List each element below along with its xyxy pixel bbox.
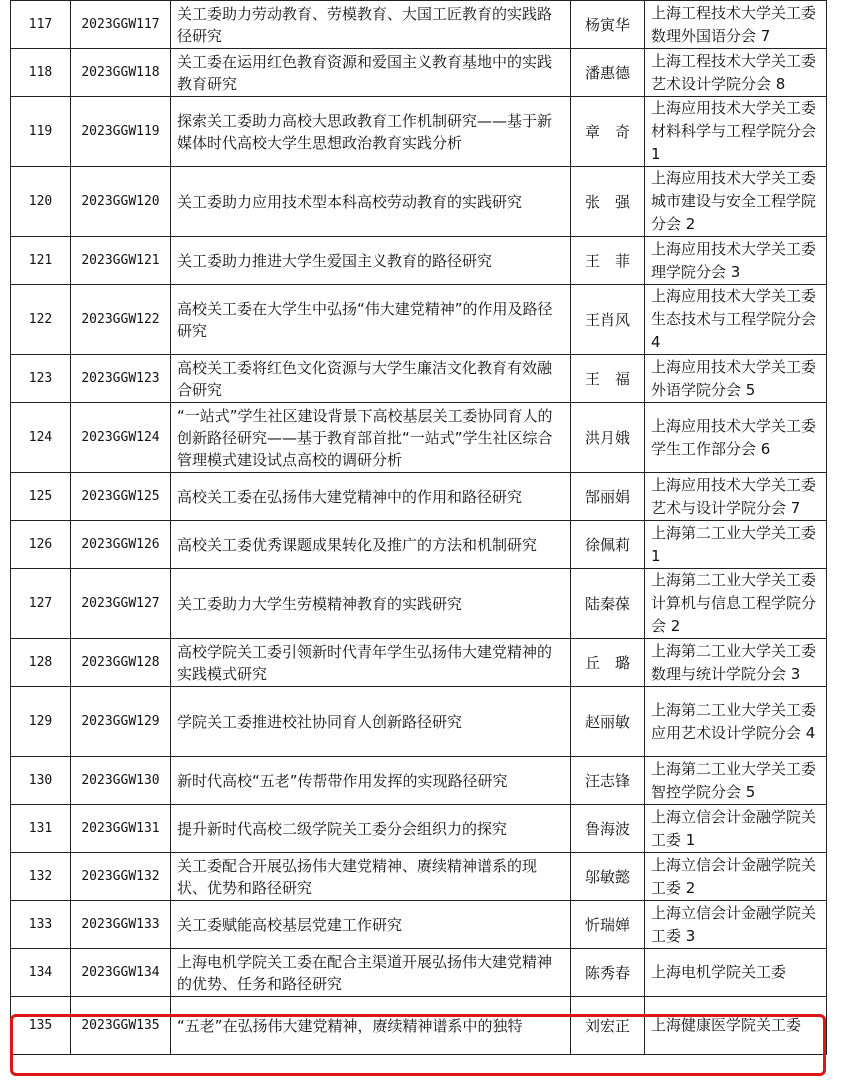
project-code: 2023GGW117 — [71, 1, 171, 49]
project-leader: 陆秦葆 — [571, 569, 645, 639]
table-row — [11, 757, 827, 805]
project-code: 2023GGW120 — [71, 167, 171, 237]
row-number: 120 — [11, 167, 71, 237]
row-number: 134 — [11, 949, 71, 997]
project-title: 关工委助力应用技术型本科高校劳动教育的实践研究 — [171, 167, 571, 237]
table-row — [11, 949, 827, 997]
project-unit: 上海应用技术大学关工委城市建设与安全工程学院分会 2 — [645, 167, 827, 237]
project-leader: 陈秀春 — [571, 949, 645, 997]
project-table — [10, 0, 827, 1055]
project-code: 2023GGW119 — [71, 97, 171, 167]
project-code: 2023GGW125 — [71, 473, 171, 521]
project-unit: 上海第二工业大学关工委数理与统计学院分会 3 — [645, 639, 827, 687]
table-row — [11, 355, 827, 403]
project-title: 学院关工委推进校社协同育人创新路径研究 — [171, 687, 571, 757]
table-row — [11, 237, 827, 285]
project-leader: 王肖风 — [571, 285, 645, 355]
table-body — [11, 1, 827, 1055]
table-row — [11, 569, 827, 639]
project-title: 新时代高校“五老”传帮带作用发挥的实现路径研究 — [171, 757, 571, 805]
project-title: 关工委配合开展弘扬伟大建党精神、赓续精神谱系的现状、优势和路径研究 — [171, 853, 571, 901]
project-unit: 上海应用技术大学关工委理学院分会 3 — [645, 237, 827, 285]
row-number: 117 — [11, 1, 71, 49]
project-unit: 上海健康医学院关工委 — [645, 997, 827, 1055]
project-unit: 上海立信会计金融学院关工委 2 — [645, 853, 827, 901]
row-number: 122 — [11, 285, 71, 355]
project-title: “五老”在弘扬伟大建党精神，赓续精神谱系中的独特 — [171, 997, 571, 1055]
project-leader: 赵丽敏 — [571, 687, 645, 757]
project-code: 2023GGW128 — [71, 639, 171, 687]
row-number: 127 — [11, 569, 71, 639]
table-row — [11, 97, 827, 167]
project-unit: 上海应用技术大学关工委材料科学与工程学院分会 1 — [645, 97, 827, 167]
row-number: 126 — [11, 521, 71, 569]
row-number: 132 — [11, 853, 71, 901]
project-unit: 上海应用技术大学关工委艺术与设计学院分会 7 — [645, 473, 827, 521]
row-number: 135 — [11, 997, 71, 1055]
project-leader: 徐佩莉 — [571, 521, 645, 569]
table-row — [11, 521, 827, 569]
project-title: 高校关工委在大学生中弘扬“伟大建党精神”的作用及路径研究 — [171, 285, 571, 355]
project-unit: 上海应用技术大学关工委学生工作部分会 6 — [645, 403, 827, 473]
project-code: 2023GGW124 — [71, 403, 171, 473]
project-code: 2023GGW126 — [71, 521, 171, 569]
table-row — [11, 639, 827, 687]
project-title: “一站式”学生社区建设背景下高校基层关工委协同育人的创新路径研究——基于教育部首批“一站式”学生社区综合管理模式建设试点高校的调研分析 — [171, 403, 571, 473]
table-row — [11, 473, 827, 521]
row-number: 128 — [11, 639, 71, 687]
table-row — [11, 167, 827, 237]
project-leader: 邬敏懿 — [571, 853, 645, 901]
project-title: 关工委助力大学生劳模精神教育的实践研究 — [171, 569, 571, 639]
project-leader: 鲁海波 — [571, 805, 645, 853]
project-title: 关工委赋能高校基层党建工作研究 — [171, 901, 571, 949]
project-title: 提升新时代高校二级学院关工委分会组织力的探究 — [171, 805, 571, 853]
table-row — [11, 805, 827, 853]
project-leader: 王 菲 — [571, 237, 645, 285]
project-code: 2023GGW135 — [71, 997, 171, 1055]
project-unit: 上海应用技术大学关工委生态技术与工程学院分会 4 — [645, 285, 827, 355]
project-code: 2023GGW127 — [71, 569, 171, 639]
row-number: 125 — [11, 473, 71, 521]
table-row — [11, 285, 827, 355]
project-title: 关工委助力推进大学生爱国主义教育的路径研究 — [171, 237, 571, 285]
project-unit: 上海第二工业大学关工委智控学院分会 5 — [645, 757, 827, 805]
project-code: 2023GGW123 — [71, 355, 171, 403]
project-code: 2023GGW129 — [71, 687, 171, 757]
row-number: 131 — [11, 805, 71, 853]
project-title: 高校关工委优秀课题成果转化及推广的方法和机制研究 — [171, 521, 571, 569]
project-unit: 上海第二工业大学关工委计算机与信息工程学院分会 2 — [645, 569, 827, 639]
project-code: 2023GGW133 — [71, 901, 171, 949]
project-title: 高校关工委将红色文化资源与大学生廉洁文化教育有效融合研究 — [171, 355, 571, 403]
table-row — [11, 1, 827, 49]
project-code: 2023GGW121 — [71, 237, 171, 285]
table-row — [11, 997, 827, 1055]
row-number: 130 — [11, 757, 71, 805]
project-unit: 上海立信会计金融学院关工委 1 — [645, 805, 827, 853]
project-leader: 潘惠德 — [571, 49, 645, 97]
project-code: 2023GGW132 — [71, 853, 171, 901]
row-number: 129 — [11, 687, 71, 757]
row-number: 121 — [11, 237, 71, 285]
project-unit: 上海第二工业大学关工委应用艺术设计学院分会 4 — [645, 687, 827, 757]
project-unit: 上海工程技术大学关工委数理外国语分会 7 — [645, 1, 827, 49]
row-number: 124 — [11, 403, 71, 473]
row-number: 118 — [11, 49, 71, 97]
row-number: 119 — [11, 97, 71, 167]
table-row — [11, 403, 827, 473]
project-leader: 章 奇 — [571, 97, 645, 167]
project-leader: 张 强 — [571, 167, 645, 237]
project-code: 2023GGW134 — [71, 949, 171, 997]
table-row — [11, 901, 827, 949]
project-title: 关工委在运用红色教育资源和爱国主义教育基地中的实践教育研究 — [171, 49, 571, 97]
project-unit: 上海应用技术大学关工委外语学院分会 5 — [645, 355, 827, 403]
project-title: 高校学院关工委引领新时代青年学生弘扬伟大建党精神的实践模式研究 — [171, 639, 571, 687]
project-unit: 上海工程技术大学关工委艺术设计学院分会 8 — [645, 49, 827, 97]
project-unit: 上海第二工业大学关工委 1 — [645, 521, 827, 569]
project-code: 2023GGW122 — [71, 285, 171, 355]
row-number: 133 — [11, 901, 71, 949]
project-code: 2023GGW130 — [71, 757, 171, 805]
project-unit: 上海立信会计金融学院关工委 3 — [645, 901, 827, 949]
table-row — [11, 687, 827, 757]
project-unit: 上海电机学院关工委 — [645, 949, 827, 997]
project-code: 2023GGW118 — [71, 49, 171, 97]
project-leader: 刘宏正 — [571, 997, 645, 1055]
project-leader: 忻瑞婵 — [571, 901, 645, 949]
project-title: 关工委助力劳动教育、劳模教育、大国工匠教育的实践路径研究 — [171, 1, 571, 49]
project-title: 高校关工委在弘扬伟大建党精神中的作用和路径研究 — [171, 473, 571, 521]
project-leader: 杨寅华 — [571, 1, 645, 49]
project-leader: 王 福 — [571, 355, 645, 403]
project-code: 2023GGW131 — [71, 805, 171, 853]
row-number: 123 — [11, 355, 71, 403]
table-row — [11, 49, 827, 97]
project-leader: 洪月娥 — [571, 403, 645, 473]
table-row — [11, 853, 827, 901]
project-title: 探索关工委助力高校大思政教育工作机制研究——基于新媒体时代高校大学生思想政治教育实践分析 — [171, 97, 571, 167]
project-title: 上海电机学院关工委在配合主渠道开展弘扬伟大建党精神的优势、任务和路径研究 — [171, 949, 571, 997]
project-leader: 郜丽娟 — [571, 473, 645, 521]
project-leader: 汪志锋 — [571, 757, 645, 805]
project-leader: 丘 璐 — [571, 639, 645, 687]
